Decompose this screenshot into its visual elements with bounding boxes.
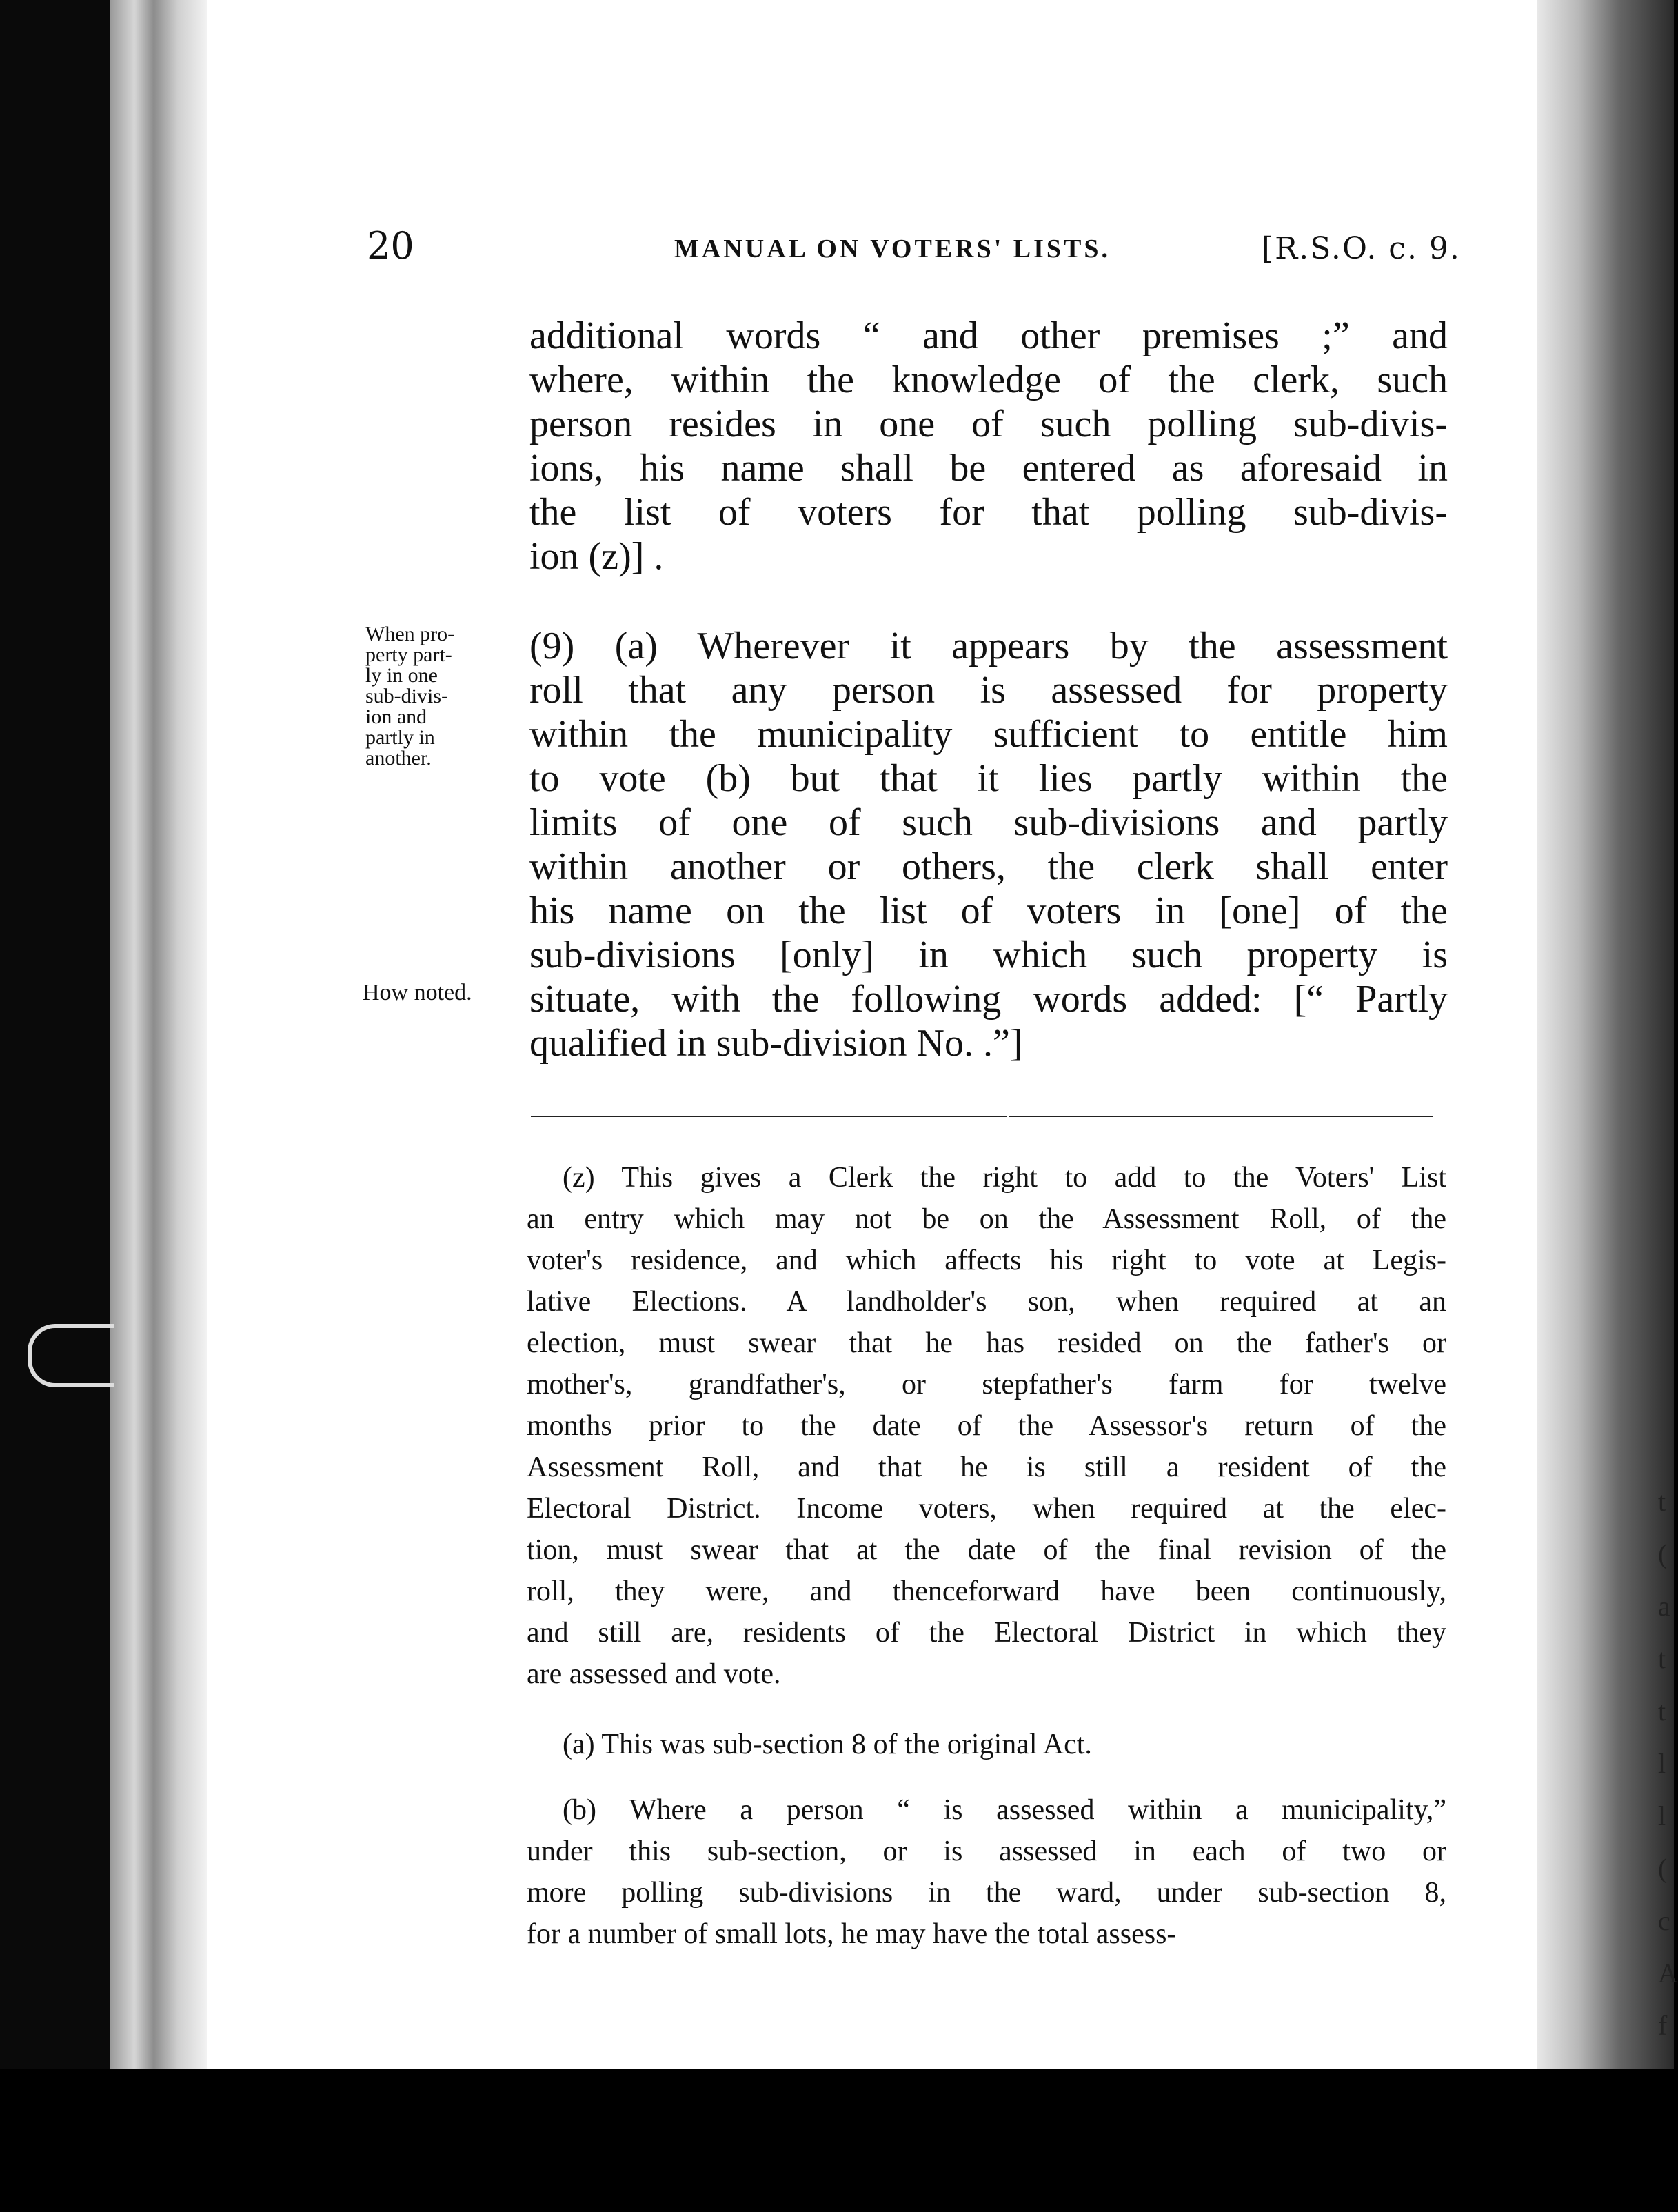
text-line: his name on the list of voters in [one] of the xyxy=(529,889,1448,932)
text-line: within another or others, the clerk shall enter xyxy=(529,845,1448,888)
margin-note-property xyxy=(365,624,510,769)
edge-mark: a xyxy=(1658,1591,1670,1622)
paper-clip-icon xyxy=(28,1324,114,1387)
footnote-line: an entry which may not be on the Assessment Roll, of the xyxy=(527,1203,1446,1235)
margin-line: When pro- xyxy=(365,623,455,645)
footnote-line: more polling sub-divisions in the ward, under sub-section 8, xyxy=(527,1877,1446,1909)
edge-mark: ( xyxy=(1658,1538,1668,1569)
edge-mark: t xyxy=(1658,1643,1666,1674)
footnote-line: mother's, grandfather's, or stepfather's farm for twelve xyxy=(527,1369,1446,1400)
edge-mark: t xyxy=(1658,1696,1666,1727)
margin-line: ion and xyxy=(365,705,427,728)
footnote-line: Assessment Roll, and that he is still a resident of the xyxy=(527,1451,1446,1483)
footnote-line: Electoral District. Income voters, when required at the elec- xyxy=(527,1493,1446,1525)
footnote-line: for a number of small lots, he may have the total assess- xyxy=(527,1918,1177,1950)
text-line: where, within the knowledge of the clerk, such xyxy=(529,359,1448,401)
footnote-line: and still are, residents of the Electoral District in which they xyxy=(527,1617,1446,1649)
footnote-line: roll, they were, and thenceforward have been continuously, xyxy=(527,1576,1446,1607)
footnote-line: voter's residence, and which affects his right to vote at Legis- xyxy=(527,1245,1446,1276)
text-line: to vote (b) but that it lies partly within the xyxy=(529,757,1448,800)
text-line: person resides in one of such polling sub-divis- xyxy=(529,403,1448,445)
footnote-line: election, must swear that he has resided on the father's or xyxy=(527,1327,1446,1359)
text-line: the list of voters for that polling sub-divis- xyxy=(529,491,1448,534)
running-title: MANUAL ON VOTERS' LISTS. xyxy=(674,234,1111,263)
footnote-line: (b) Where a person “ is assessed within a municipality,” xyxy=(563,1794,1446,1826)
margin-line: partly in xyxy=(365,726,435,749)
running-header xyxy=(0,224,1674,279)
text-line: additional words “ and other premises ;” and xyxy=(529,314,1448,357)
text-line: ion (z)] . xyxy=(529,535,664,578)
text-line: (9) (a) Wherever it appears by the assessment xyxy=(529,625,1448,667)
edge-mark: l xyxy=(1658,1748,1666,1779)
facing-page-edge-text xyxy=(1658,1476,1678,2052)
margin-line: another. xyxy=(365,747,432,770)
text-line: within the municipality sufficient to entitle him xyxy=(529,713,1448,756)
page-number: 20 xyxy=(367,224,414,268)
edge-mark: f xyxy=(1658,2010,1668,2041)
text-line: limits of one of such sub-divisions and partly xyxy=(529,801,1448,844)
page-gutter xyxy=(110,0,207,2069)
footnote-line: lative Elections. A landholder's son, when required at an xyxy=(527,1286,1446,1318)
footnote-line: tion, must swear that at the date of the final revision of the xyxy=(527,1534,1446,1566)
footnote-line: are assessed and vote. xyxy=(527,1658,781,1690)
text-line: situate, with the following words added: [“ Partly xyxy=(529,978,1448,1020)
footnote-z xyxy=(527,1157,1446,1695)
footnote-divider xyxy=(1009,1116,1433,1117)
edge-mark: t xyxy=(1658,1486,1666,1517)
text-line: sub-divisions [only] in which such property is xyxy=(529,934,1448,976)
footnote-divider xyxy=(531,1116,1007,1117)
page-edge-shadow xyxy=(1537,0,1678,2069)
footnote-line: (z) This gives a Clerk the right to add to the Voters' List xyxy=(563,1162,1446,1194)
section-9-paragraph xyxy=(529,624,1448,1065)
footnote-line: (a) This was sub-section 8 of the original Act. xyxy=(563,1729,1092,1760)
edge-mark: c xyxy=(1658,1905,1670,1936)
footnote-b xyxy=(527,1789,1446,1955)
statute-reference: [R.S.O. c. 9. xyxy=(1262,231,1461,266)
text-line: qualified in sub-division No. .”] xyxy=(529,1022,1023,1065)
footnote-line: under this sub-section, or is assessed in each of two or xyxy=(527,1836,1446,1867)
footnote-line: months prior to the date of the Assessor's return of the xyxy=(527,1410,1446,1442)
binding-shadow xyxy=(0,0,110,2212)
margin-line: sub-divis- xyxy=(365,685,448,707)
edge-mark: l xyxy=(1658,1800,1666,1831)
margin-note-how-noted: How noted. xyxy=(363,980,472,1005)
edge-mark: A xyxy=(1658,1958,1678,1989)
text-line: ions, his name shall be entered as aforesaid in xyxy=(529,447,1448,490)
footnote-a xyxy=(527,1724,1446,1765)
edge-mark: ( xyxy=(1658,1853,1668,1884)
paragraph-continuation xyxy=(529,314,1448,579)
text-line: roll that any person is assessed for property xyxy=(529,669,1448,712)
margin-line: ly in one xyxy=(365,664,438,687)
margin-line: perty part- xyxy=(365,643,452,666)
scan-border xyxy=(0,2069,1674,2212)
